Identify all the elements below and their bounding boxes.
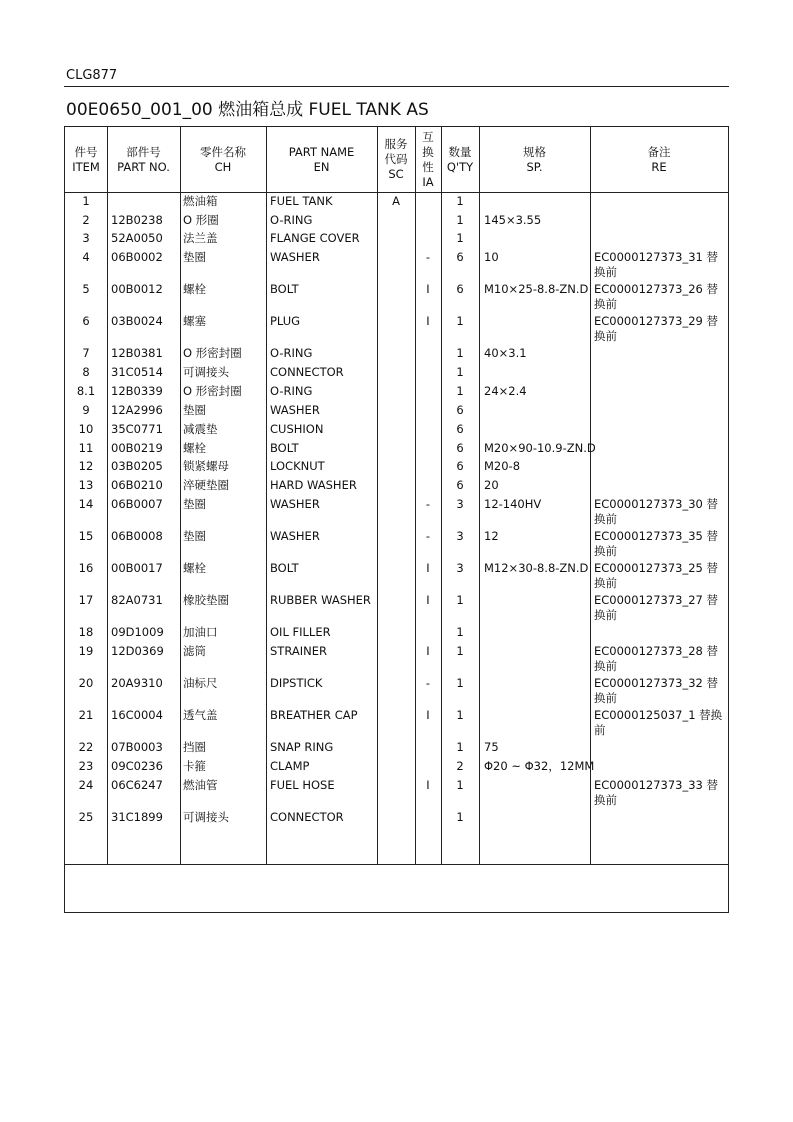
cell-name-ch: O 形密封圈 (183, 384, 242, 398)
cell-interchangeability: I (426, 314, 430, 328)
cell-name-ch: 挡圈 (183, 740, 206, 754)
header-ia-line2: 换 (422, 144, 434, 159)
cell-name-ch: 螺栓 (183, 441, 206, 455)
header-item-en: ITEM (72, 159, 100, 174)
cell-remark: EC0000127373_29 替换前 (594, 314, 719, 343)
header-qty-en: Q'TY (446, 159, 474, 174)
cell-spec: Φ20 ~ Φ32，12MM (484, 759, 595, 773)
cell-item: 13 (78, 478, 94, 492)
cell-quantity: 1 (456, 314, 464, 328)
cell-spec: 40×3.1 (484, 346, 527, 360)
cell-quantity: 1 (456, 644, 464, 658)
cell-item: 12 (78, 459, 94, 473)
cell-remark: EC0000127373_30 替换前 (594, 497, 719, 526)
cell-part-no: 00B0219 (111, 441, 163, 455)
cell-name-ch: 螺塞 (183, 314, 206, 328)
cell-name-ch: 螺栓 (183, 282, 206, 296)
cell-remark: EC0000125037_1 替换前 (594, 708, 723, 737)
cell-remark: EC0000127373_33 替换前 (594, 778, 719, 807)
cell-item: 16 (78, 561, 94, 575)
cell-item: 9 (82, 403, 90, 417)
cell-spec: 10 (484, 250, 499, 264)
header-re-cn: 备注 (647, 144, 671, 159)
header-sp-cn: 规格 (523, 144, 546, 159)
cell-item: 1 (82, 194, 90, 208)
cell-item: 24 (78, 778, 94, 792)
cell-part-no: 06B0210 (111, 478, 163, 492)
cell-name-ch: 垫圈 (183, 497, 206, 511)
header-en-line1: PART NAME (288, 144, 355, 159)
cell-name-ch: O 形密封圈 (183, 346, 242, 360)
cell-quantity: 1 (456, 740, 464, 754)
header-item (65, 127, 107, 192)
cell-name-ch: 燃油箱 (183, 194, 218, 208)
cell-part-no: 06B0008 (111, 529, 163, 543)
cell-quantity: 1 (456, 810, 464, 824)
cell-item: 20 (78, 676, 94, 690)
cell-remark: EC0000127373_25 替换前 (594, 561, 719, 590)
cell-part-no: 12B0339 (111, 384, 163, 398)
cell-item: 15 (78, 529, 94, 543)
cell-name-en: CUSHION (270, 422, 324, 436)
cell-name-en: CONNECTOR (270, 365, 344, 379)
cell-item: 23 (78, 759, 94, 773)
cell-name-en: DIPSTICK (270, 676, 323, 690)
cell-name-ch: 法兰盖 (183, 231, 218, 245)
cell-quantity: 2 (456, 759, 464, 773)
cell-remark: EC0000127373_27 替换前 (594, 593, 719, 622)
cell-quantity: 6 (456, 250, 464, 264)
cell-part-no: 03B0024 (111, 314, 163, 328)
cell-name-ch: 燃油管 (183, 778, 218, 792)
cell-part-no: 12A2996 (111, 403, 163, 417)
cell-part-no: 00B0017 (111, 561, 163, 575)
cell-item: 18 (78, 625, 94, 639)
cell-interchangeability: - (425, 250, 431, 264)
cell-part-no: 00B0012 (111, 282, 163, 296)
header-remark (590, 127, 728, 192)
column-divider (180, 127, 181, 864)
cell-quantity: 1 (456, 231, 464, 245)
cell-item: 4 (82, 250, 90, 264)
header-ia-line3: 性 (422, 159, 434, 174)
cell-item: 25 (78, 810, 94, 824)
cell-quantity: 1 (456, 625, 464, 639)
cell-name-en: RUBBER WASHER (270, 593, 371, 607)
cell-item: 21 (78, 708, 94, 722)
header-ch-cn: 零件名称 (200, 144, 246, 159)
cell-part-no: 06C6247 (111, 778, 163, 792)
cell-item: 22 (78, 740, 94, 754)
cell-part-no: 82A0731 (111, 593, 163, 607)
header-sc-line3: SC (388, 167, 404, 181)
cell-name-en: SNAP RING (270, 740, 334, 754)
cell-part-no: 31C0514 (111, 365, 163, 379)
cell-item: 10 (78, 422, 94, 436)
model-code: CLG877 (66, 68, 118, 83)
header-interchangeability (415, 127, 441, 192)
cell-interchangeability: - (425, 529, 431, 543)
header-item-cn: 件号 (74, 144, 98, 159)
cell-part-no: 52A0050 (111, 231, 163, 245)
header-service-code (377, 127, 415, 192)
cell-quantity: 6 (456, 422, 464, 436)
header-sc-line1: 服务 (384, 137, 408, 151)
parts-table (64, 126, 729, 913)
header-divider (65, 192, 728, 193)
header-quantity (441, 127, 479, 192)
cell-interchangeability: I (426, 561, 430, 575)
cell-name-en: PLUG (270, 314, 301, 328)
cell-name-en: FUEL HOSE (270, 778, 335, 792)
cell-quantity: 1 (456, 365, 464, 379)
cell-part-no: 06B0007 (111, 497, 163, 511)
cell-item: 17 (78, 593, 94, 607)
cell-remark: EC0000127373_28 替换前 (594, 644, 719, 673)
cell-item: 8.1 (76, 384, 96, 398)
cell-spec: M12×30-8.8-ZN.D (484, 561, 589, 575)
cell-name-en: O-RING (270, 384, 313, 398)
header-re-en: RE (651, 159, 667, 174)
cell-part-no: 03B0205 (111, 459, 163, 473)
cell-name-en: WASHER (270, 529, 320, 543)
cell-name-en: BOLT (270, 282, 299, 296)
cell-remark: EC0000127373_26 替换前 (594, 282, 719, 311)
cell-name-ch: O 形圈 (183, 213, 219, 227)
cell-part-no: 09D1009 (111, 625, 164, 639)
cell-service-code: A (392, 194, 400, 208)
cell-name-en: WASHER (270, 250, 320, 264)
cell-spec: 12-140HV (484, 497, 542, 511)
column-divider (266, 127, 267, 864)
cell-part-no: 07B0003 (111, 740, 163, 754)
cell-spec: 75 (484, 740, 499, 754)
cell-quantity: 6 (456, 282, 464, 296)
cell-interchangeability: - (425, 676, 431, 690)
cell-quantity: 6 (456, 459, 464, 473)
cell-quantity: 3 (456, 561, 464, 575)
cell-name-ch: 淬硬垫圈 (183, 478, 229, 492)
cell-name-en: FUEL TANK (270, 194, 333, 208)
cell-item: 2 (82, 213, 90, 227)
cell-spec: 20 (484, 478, 499, 492)
cell-quantity: 3 (456, 497, 464, 511)
header-spec (479, 127, 590, 192)
header-part-cn: 部件号 (126, 144, 161, 159)
cell-interchangeability: I (426, 644, 430, 658)
cell-item: 3 (82, 231, 90, 245)
cell-remark: EC0000127373_32 替换前 (594, 676, 719, 705)
cell-name-ch: 螺栓 (183, 561, 206, 575)
cell-name-en: OIL FILLER (270, 625, 331, 639)
cell-name-en: CLAMP (270, 759, 310, 773)
cell-quantity: 1 (456, 593, 464, 607)
cell-name-ch: 可调接头 (183, 810, 229, 824)
column-divider (415, 127, 416, 864)
cell-item: 8 (82, 365, 90, 379)
cell-interchangeability: - (425, 497, 431, 511)
column-divider (107, 127, 108, 864)
cell-interchangeability: I (426, 778, 430, 792)
cell-item: 7 (82, 346, 90, 360)
cell-quantity: 1 (456, 708, 464, 722)
cell-spec: 145×3.55 (484, 213, 542, 227)
cell-part-no: 35C0771 (111, 422, 163, 436)
header-ch-en: CH (214, 159, 232, 174)
header-ia-line4: IA (422, 174, 434, 189)
cell-part-no: 20A9310 (111, 676, 163, 690)
cell-name-ch: 滤筒 (183, 644, 206, 658)
cell-remark: EC0000127373_35 替换前 (594, 529, 719, 558)
cell-name-ch: 垫圈 (183, 250, 206, 264)
cell-interchangeability: I (426, 708, 430, 722)
header-name-en (266, 127, 377, 192)
cell-name-en: WASHER (270, 497, 320, 511)
cell-interchangeability: I (426, 593, 430, 607)
cell-item: 6 (82, 314, 90, 328)
cell-name-en: LOCKNUT (270, 459, 325, 473)
cell-quantity: 6 (456, 403, 464, 417)
cell-name-ch: 加油口 (183, 625, 218, 639)
cell-item: 19 (78, 644, 94, 658)
header-ia-line1: 互 (422, 129, 434, 144)
header-sp-en: SP. (526, 159, 543, 174)
cell-part-no: 09C0236 (111, 759, 163, 773)
cell-name-ch: 可调接头 (183, 365, 229, 379)
cell-item: 14 (78, 497, 94, 511)
header-part-en: PART NO. (117, 159, 170, 174)
cell-quantity: 1 (456, 346, 464, 360)
cell-part-no: 31C1899 (111, 810, 163, 824)
cell-part-no: 06B0002 (111, 250, 163, 264)
cell-name-en: FLANGE COVER (270, 231, 360, 245)
cell-quantity: 1 (456, 778, 464, 792)
cell-part-no: 12D0369 (111, 644, 164, 658)
footer-divider (65, 864, 728, 865)
header-name-ch (180, 127, 266, 192)
cell-name-ch: 减震垫 (183, 422, 218, 436)
cell-quantity: 1 (456, 676, 464, 690)
cell-name-en: BOLT (270, 561, 299, 575)
cell-quantity: 3 (456, 529, 464, 543)
cell-spec: 12 (484, 529, 499, 543)
header-part-no (107, 127, 180, 192)
cell-part-no: 16C0004 (111, 708, 163, 722)
cell-quantity: 1 (456, 194, 464, 208)
cell-name-ch: 垫圈 (183, 529, 206, 543)
cell-name-ch: 透气盖 (183, 708, 218, 722)
column-divider (590, 127, 591, 864)
cell-quantity: 6 (456, 441, 464, 455)
cell-name-en: BOLT (270, 441, 299, 455)
cell-interchangeability: I (426, 282, 430, 296)
cell-name-ch: 锁紧螺母 (183, 459, 229, 473)
cell-item: 11 (78, 441, 94, 455)
cell-item: 5 (82, 282, 90, 296)
cell-spec: 24×2.4 (484, 384, 527, 398)
cell-quantity: 1 (456, 384, 464, 398)
cell-name-en: HARD WASHER (270, 478, 357, 492)
header-en-line2: EN (313, 159, 330, 174)
column-divider (479, 127, 480, 864)
page-title: 00E0650_001_00 燃油箱总成 FUEL TANK AS (66, 100, 429, 120)
cell-name-en: STRAINER (270, 644, 327, 658)
header-rule (64, 86, 729, 87)
cell-name-ch: 垫圈 (183, 403, 206, 417)
cell-spec: M20×90-10.9-ZN.D (484, 441, 596, 455)
cell-part-no: 12B0238 (111, 213, 163, 227)
cell-spec: M10×25-8.8-ZN.D (484, 282, 589, 296)
cell-spec: M20-8 (484, 459, 521, 473)
cell-quantity: 1 (456, 213, 464, 227)
cell-name-en: CONNECTOR (270, 810, 344, 824)
cell-quantity: 6 (456, 478, 464, 492)
cell-name-ch: 油标尺 (183, 676, 218, 690)
cell-name-en: O-RING (270, 346, 313, 360)
header-sc-line2: 代码 (384, 152, 408, 166)
cell-part-no: 12B0381 (111, 346, 163, 360)
cell-remark: EC0000127373_31 替换前 (594, 250, 719, 279)
header-qty-cn: 数量 (448, 144, 472, 159)
cell-name-en: WASHER (270, 403, 320, 417)
cell-name-ch: 卡箍 (183, 759, 206, 773)
cell-name-en: O-RING (270, 213, 313, 227)
cell-name-ch: 橡胶垫圈 (183, 593, 229, 607)
cell-name-en: BREATHER CAP (270, 708, 358, 722)
